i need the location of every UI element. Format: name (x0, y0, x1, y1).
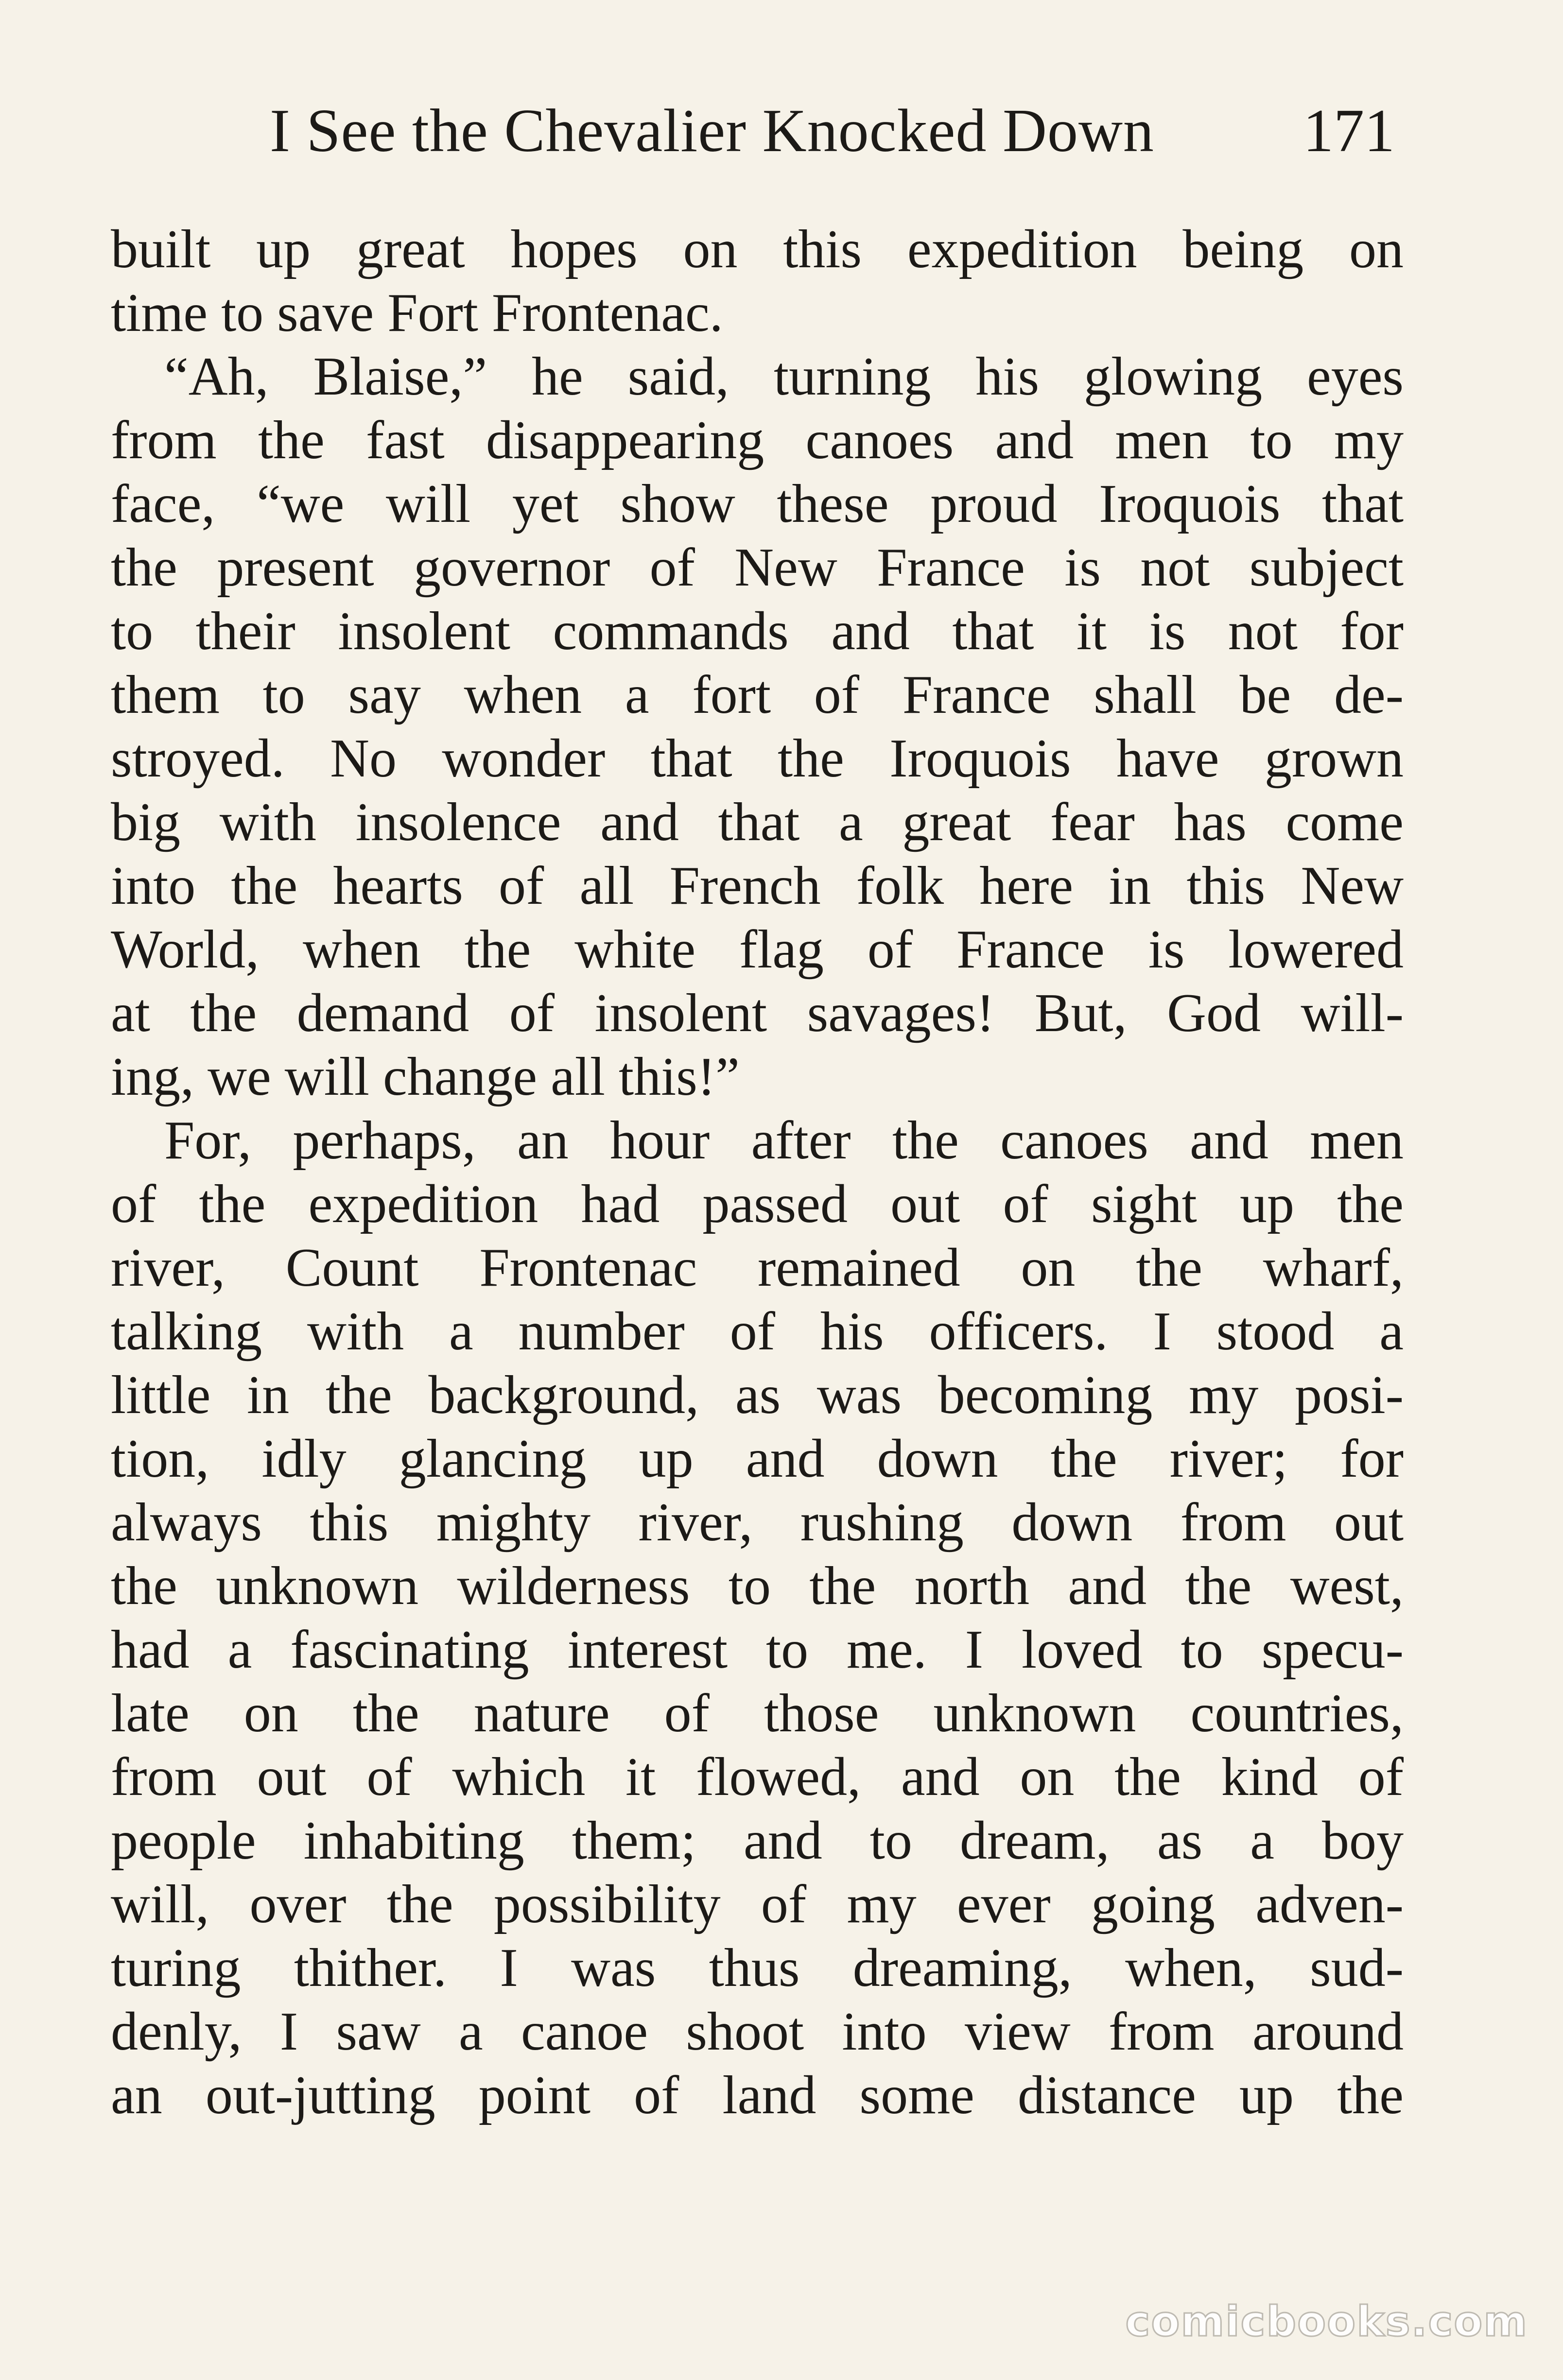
text-line: little in the background, as was becoming my posi- (111, 1365, 1404, 1425)
text-line: World, when the white flag of France is lowered (111, 919, 1404, 980)
text-line: to their insolent commands and that it is not for (111, 601, 1404, 661)
watermark: comicbooks.com (1125, 2297, 1528, 2346)
text-line: the unknown wilderness to the north and the west, (111, 1556, 1404, 1616)
text-line: time to save Fort Frontenac. (111, 283, 723, 343)
text-line: big with insolence and that a great fear has come (111, 792, 1404, 852)
text-line: talking with a number of his officers. I stood a (111, 1301, 1404, 1362)
page-header (270, 95, 1395, 168)
body-text (111, 218, 1404, 2127)
text-line: will, over the possibility of my ever going adven- (111, 1874, 1404, 1934)
text-line: face, “we will yet show these proud Iroquois that (111, 474, 1404, 534)
text-line: from the fast disappearing canoes and men to my (111, 410, 1404, 470)
text-line: For, perhaps, an hour after the canoes and men (164, 1110, 1404, 1171)
text-line: turing thither. I was thus dreaming, when, sud- (111, 1938, 1404, 1998)
text-line: people inhabiting them; and to dream, as a boy (111, 1811, 1404, 1871)
running-title: I See the Chevalier Knocked Down (270, 97, 1154, 165)
text-line: an out-jutting point of land some distance up the (111, 2065, 1404, 2125)
text-line: them to say when a fort of France shall be de- (111, 665, 1404, 725)
text-line: from out of which it flowed, and on the kind of (111, 1747, 1404, 1807)
text-line: “Ah, Blaise,” he said, turning his glowing eyes (164, 346, 1404, 407)
text-line: river, Count Frontenac remained on the wharf, (111, 1238, 1404, 1298)
text-line: stroyed. No wonder that the Iroquois have grown (111, 728, 1404, 789)
text-line: always this mighty river, rushing down from out (111, 1492, 1404, 1552)
text-line: ing, we will change all this!” (111, 1047, 740, 1107)
text-line: at the demand of insolent savages! But, God will- (111, 983, 1404, 1043)
page-number: 171 (1303, 97, 1395, 165)
text-line: had a fascinating interest to me. I loved to specu- (111, 1620, 1404, 1680)
text-line: into the hearts of all French folk here in this New (111, 856, 1404, 916)
text-line: tion, idly glancing up and down the river; for (111, 1429, 1404, 1489)
text-line: denly, I saw a canoe shoot into view from around (111, 2001, 1404, 2062)
text-line: of the expedition had passed out of sight up the (111, 1174, 1404, 1234)
text-line: late on the nature of those unknown countries, (111, 1683, 1404, 1743)
text-line: built up great hopes on this expedition being on (111, 219, 1404, 279)
text-line: the present governor of New France is not subject (111, 537, 1404, 598)
